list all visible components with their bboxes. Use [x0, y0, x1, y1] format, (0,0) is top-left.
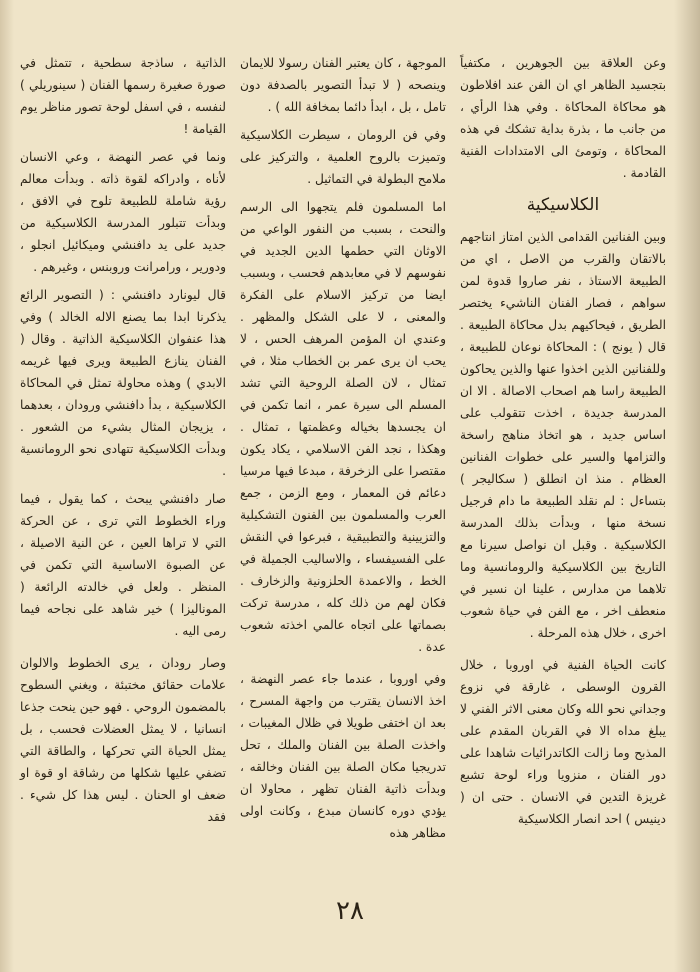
paragraph: اما المسلمون فلم يتجهوا الى الرسم والنحت ، بسبب من النفور الواعي من الاوثان التي حطمها الدين الجديد في نفوسهم لا في معابدهم فحسب ، وبسبب ايضا من تركيز الاسلام على الفكرة والمعنى ، لا على الشكل والمظهر . وعندي ان المؤمن المرهف الحس ، لا يحب ان يرى عمر بن الخطاب مثلا ، في تمثال ، لان الصلة الروحية التي تشد المسلم الى سيرة عمر ، انما تكمن في ان يجسدها بخياله وعظمتها ، تمثال . وهكذا ، نجد الفن الاسلامي ، يكاد يكون مقتصرا على الزخرفة ، مبدعا فيها مرسيا دعائم فن المعمار ، ومع الزمن ، جمع العرب والمسلمون بين الفنون التشكيلية والتزيينية والتطبيقية ، فبرعوا في النقش على الفسيفساء ، والاساليب الجميلة في الخط ، والاعمدة الحلزونية والزخارف . فكان لهم من ذلك كله ، مدرسة تركت بصماتها على اتجاه عالمي اخذته شعوب عدة .	[240, 200, 446, 654]
page-edge-shadow-left	[0, 0, 14, 972]
paragraph: الموجهة ، كان يعتبر الفنان رسولا للايمان وينصحه ( لا تبدأ التصوير بالصدفة دون تامل ، بل ، ابدأ دائما بمخافة الله ) .	[240, 56, 446, 114]
paragraph: كانت الحياة الفنية في اوروبا ، خلال القرون الوسطى ، غارقة في نزوع وجداني نحو الله وكان معنى الاثر الفني لا يبلغ مداه الا في القربان المقدم على المذبح وما زالت الكاتدرائيات شاهدا على دور الفنان ، منزويا وراء لوحة تشبع غريزة التدين في الانسان . حتى ان ( دينيس ) احد انصار الكلاسيكية	[460, 658, 666, 826]
section-heading: الكلاسيكية	[526, 195, 600, 215]
paragraph: وبين الفنانين القدامى الذين امتاز انتاجهم بالاتقان والقرب من الاصل ، اي من الطبيعة الاستاذ ، نفر صاروا قدوة لمن سواهم ، فصار الفنان الناشيء يختصر الطريق ، فيحاكيهم بدل محاكاة الطبيعة . قال ( يونج ) : المحاكاة نوعان للطبيعة ، وللفنانين الذين اخذوا عنها والذين يحاكون الطبيعة راسا هم اصحاب الاصالة . الا ان المدرسة جديدة ، اخذت تتقولب على اساس جديد ، هو اتخاذ مناهج راسخة والتزامها والسير على خطوات الفنانين العظام . منذ ان انطلق ( سكاليجر ) بتساءل : لم نقلد الطبيعة ما دام فرجيل نسخة منها ، وبدأت بذلك المدرسة الكلاسيكية . وقبل ان نواصل سيرنا مع التاريخ بين الكلاسيكية والرومانسية وما تلاهما من مدارس ، علينا ان نسير في منعطف اخر ، مع الفن في حياة شعوب اخرى ، خلال هذه المرحلة .	[460, 230, 666, 640]
page-number: ٢٨	[336, 896, 364, 926]
column-left	[20, 52, 226, 892]
paragraph: صار دافنشي يبحث ، كما يقول ، فيما وراء الخطوط التي ترى ، عن الحركة التي لا تراها العين ، عن النية الاصيلة ، عن الصبوة الاساسية التي تكمن في المنظر . ولعل في خالدته الرائعة ( الموناليزا ) خير شاهد على نجاحه فيما رمى اليه .	[20, 492, 226, 638]
paragraph: وفي فن الرومان ، سيطرت الكلاسيكية وتميزت بالروح العلمية ، والتركيز على ملامح البطولة في التماثيل .	[240, 128, 446, 186]
paragraph: وعن العلاقة بين الجوهرين ، مكتفياً بتجسيد الظاهر اي ان الفن عند افلاطون هو محاكاة المحاكاة . وفي هذا الرأي ، من جانب ما ، بذرة بداية تشكك في هذه المحاكاة ، وتومئ الى الامتدادات الفنية القادمة .	[460, 56, 666, 180]
column-middle	[240, 52, 446, 892]
paragraph: وفي اوروبا ، عندما جاء عصر النهضة ، اخذ الانسان يقترب من واجهة المسرح ، بعد ان اختفى طويلا في ظلال المغيبات ، واخذت الصلة بين الفنان والملك ، تحل تدريجيا مكان الصلة بين الفنان وخالقه ، وبدأت ذاتية الفنان تظهر ، محاولا ان يؤدي دوره كانسان مبدع ، وكانت اولى مظاهر هذه	[240, 672, 446, 840]
column-right	[460, 52, 666, 892]
paragraph: ونما في عصر النهضة ، وعي الانسان لأناه ، وادراكه لقوة ذاته . وبدأت معالم رؤية شاملة للطبيعة تلوح في الافق ، وبدأت تتبلور المدرسة الكلاسيكية من جديد على يد دافنشي وميكائيل انجلو ، ودورير ، ورامرانت وروبنس ، وغيرهم .	[20, 150, 226, 274]
paragraph: قال ليونارد دافنشي : ( التصوير الرائع يذكرنا ابدا بما يصنع الاله الخالد ) وفي هذا عنفوان الكلاسيكية الذاتية . وقال ( الفنان ينازع الطبيعة ويرى فيها غريمه الابدي ) وهذه محاولة تمثل في المحاكاة الكلاسيكية ، بدأ دافنشي ورودان ، بعدهما ، يزيجان المثال بشيء من الشعور . وبدأت الكلاسيكية تتهادى نحو الرومانسية .	[20, 288, 226, 478]
page-edge-shadow-right	[674, 0, 700, 972]
text-columns	[18, 52, 666, 892]
paragraph: وصار رودان ، يرى الخطوط والالوان علامات حقائق مختبئة ، ويغني السطوح بالمضمون الروحي . فهو حين ينحت جذعا انسانيا ، لا يمثل العضلات فحسب ، بل يمثل الحياة التي تحركها ، والطاقة التي تضفي عليها شكلها من رشاقة او قوة او ضعف او الحنان . ليس هذا كل شيء . فقد	[20, 656, 226, 824]
paragraph: الذاتية ، ساذجة سطحية ، تتمثل في صورة صغيرة رسمها الفنان ( سينوريلي ) لنفسه ، في اسفل لوحة تصور مناظر يوم القيامة !	[20, 56, 226, 136]
